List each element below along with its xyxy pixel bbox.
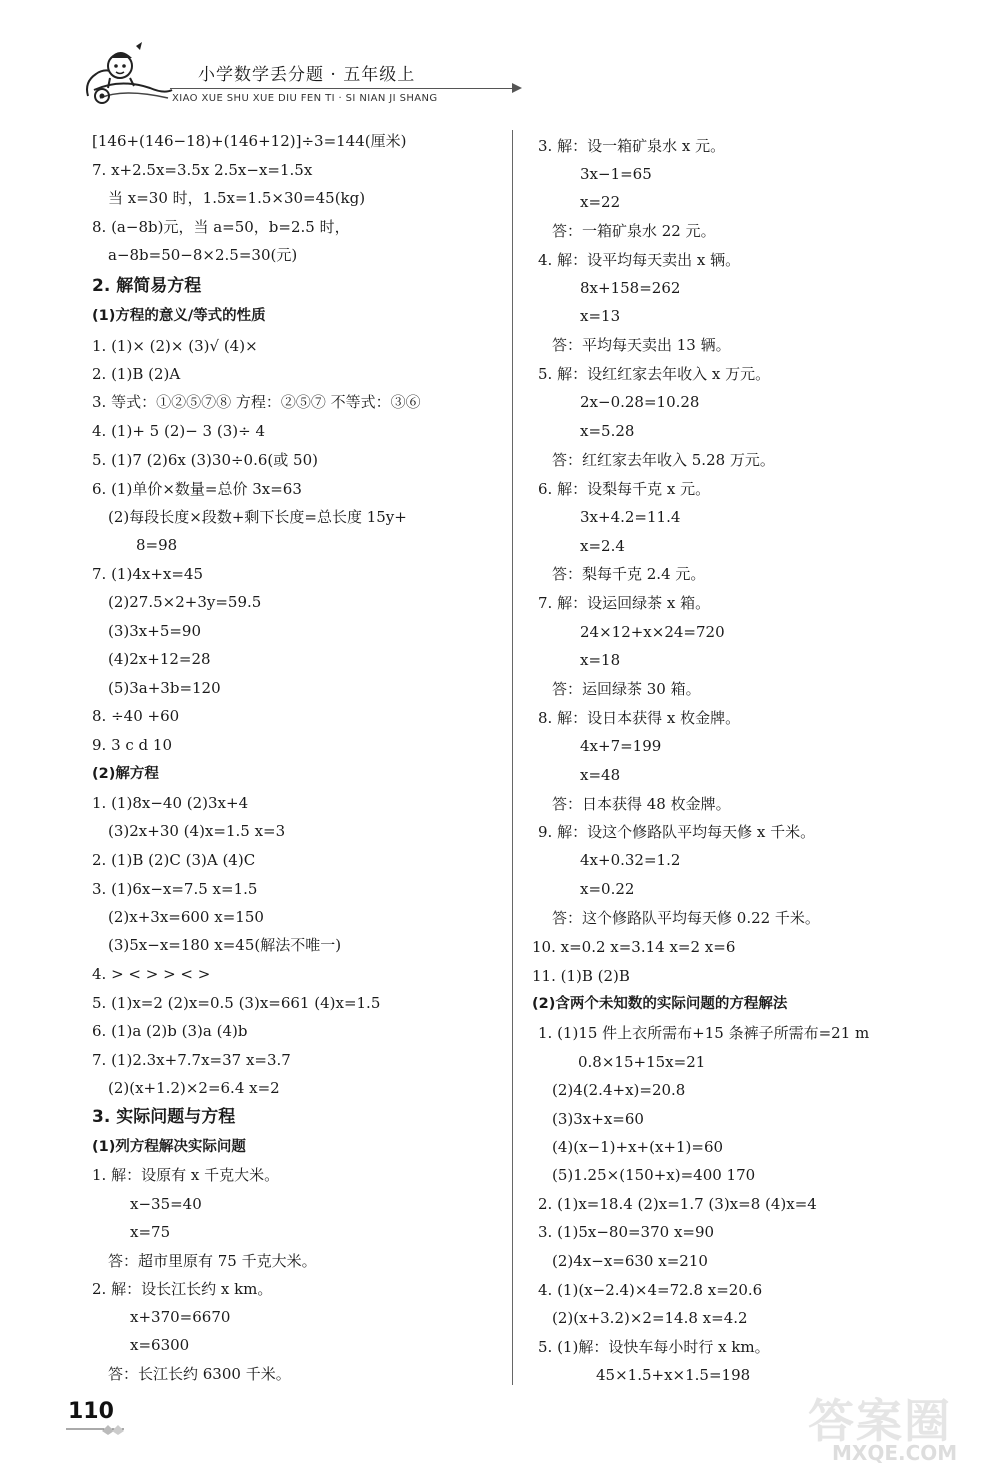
- right-column-line: 答：运回绿茶 30 箱。: [552, 680, 701, 698]
- right-column-line: (5)1.25×(150+x)=400 170: [552, 1166, 756, 1184]
- watermark: [790, 1385, 990, 1465]
- right-column-line: 1. (1)15 件上衣所需布+15 条裤子所需布=21 m: [538, 1024, 870, 1042]
- right-column-line: 答：这个修路队平均每天修 0.22 千米。: [552, 909, 820, 927]
- right-column-line: 45×1.5+x×1.5=198: [596, 1366, 751, 1384]
- right-column-line: 7. 解：设运回绿茶 x 箱。: [538, 594, 711, 612]
- right-column-line: (4)(x−1)+x+(x+1)=60: [552, 1138, 724, 1156]
- right-column-line: (2)4(2.4+x)=20.8: [552, 1081, 686, 1099]
- left-column-line: 1. (1)8x−40 (2)3x+4: [92, 794, 249, 812]
- left-column-line: 7. (1)4x+x=45: [92, 565, 204, 583]
- right-column-line: x=18: [580, 651, 621, 669]
- left-column-line: 7. (1)2.3x+7.7x=37 x=3.7: [92, 1051, 291, 1069]
- right-column-line: 4. 解：设平均每天卖出 x 辆。: [538, 251, 741, 269]
- right-column-line: 答：平均每天卖出 13 辆。: [552, 336, 731, 354]
- right-column-line: 4. (1)(x−2.4)×4=72.8 x=20.6: [538, 1281, 763, 1299]
- left-column-line: (3)5x−x=180 x=45(解法不唯一): [108, 936, 342, 954]
- left-column-line: 5. (1)x=2 (2)x=0.5 (3)x=661 (4)x=1.5: [92, 994, 381, 1012]
- left-column-line: (2)(x+1.2)×2=6.4 x=2: [108, 1079, 280, 1097]
- left-column-line: x+370=6670: [130, 1308, 231, 1326]
- left-column-heading: (1)列方程解决实际问题: [92, 1139, 246, 1155]
- left-column-line: x=6300: [130, 1336, 190, 1354]
- right-column-line: 答：红红家去年收入 5.28 万元。: [552, 451, 775, 469]
- left-column-heading: 3. 实际问题与方程: [92, 1107, 236, 1127]
- right-column-line: 3x+4.2=11.4: [580, 508, 681, 526]
- left-column-line: 8. ÷40 +60: [92, 707, 180, 725]
- right-column-line: 6. 解：设梨每千克 x 元。: [538, 480, 711, 498]
- right-column-line: x=13: [580, 307, 621, 325]
- left-column-line: x=75: [130, 1223, 171, 1241]
- right-column-line: 答：梨每千克 2.4 元。: [552, 565, 706, 583]
- right-column-line: (3)3x+x=60: [552, 1110, 644, 1128]
- right-column-line: 4x+0.32=1.2: [580, 851, 681, 869]
- right-column-line: 11. (1)B (2)B: [532, 967, 630, 985]
- right-column-line: 24×12+x×24=720: [580, 623, 725, 641]
- left-column-line: 2. (1)B (2)C (3)A (4)C: [92, 851, 256, 869]
- left-column-line: (2)27.5×2+3y=59.5: [108, 593, 262, 611]
- left-column-line: 3. 等式：①②⑤⑦⑧ 方程：②⑤⑦ 不等式：③⑥: [92, 393, 421, 411]
- left-column-line: 6. (1)单价×数量=总价 3x=63: [92, 480, 302, 498]
- right-column-line: 8. 解：设日本获得 x 枚金牌。: [538, 709, 741, 727]
- right-column-line: 0.8×15+15x=21: [578, 1053, 706, 1071]
- right-column-line: x=48: [580, 766, 621, 784]
- right-column-line: 4x+7=199: [580, 737, 662, 755]
- header-logo-icon: [80, 38, 176, 110]
- left-column-heading: (2)解方程: [92, 766, 159, 782]
- left-column-line: (3)3x+5=90: [108, 622, 202, 640]
- left-column-line: 当 x=30 时，1.5x=1.5×30=45(kg): [108, 189, 366, 207]
- right-column-line: x=0.22: [580, 880, 635, 898]
- right-column-line: 2. (1)x=18.4 (2)x=1.7 (3)x=8 (4)x=4: [538, 1195, 817, 1213]
- header-title: 小学数学丢分题 · 五年级上: [198, 65, 416, 85]
- left-column-line: 5. (1)7 (2)6x (3)30÷0.6(或 50): [92, 451, 318, 469]
- right-column-line: 3x−1=65: [580, 165, 652, 183]
- header-arrow-icon: [512, 83, 522, 93]
- left-column-heading: (1)方程的意义/等式的性质: [92, 308, 266, 324]
- left-column-line: 1. 解：设原有 x 千克大米。: [92, 1166, 280, 1184]
- watermark-logo: 答案圈: [808, 1394, 952, 1448]
- right-column-line: 5. (1)解：设快车每小时行 x km。: [538, 1338, 770, 1356]
- watermark-url: MXQE.COM: [832, 1441, 958, 1465]
- left-column-line: 4. > < > > < >: [92, 965, 211, 983]
- left-column-heading: 2. 解简易方程: [92, 276, 202, 296]
- left-column-line: 答：超市里原有 75 千克大米。: [108, 1252, 317, 1270]
- right-column-line: 3. (1)5x−80=370 x=90: [538, 1223, 715, 1241]
- right-column-heading: (2)含两个未知数的实际问题的方程解法: [532, 996, 788, 1012]
- right-column-line: 9. 解：设这个修路队平均每天修 x 千米。: [538, 823, 816, 841]
- left-column-line: 4. (1)+ 5 (2)− 3 (3)÷ 4: [92, 422, 265, 440]
- right-column-line: (2)4x−x=630 x=210: [552, 1252, 708, 1270]
- page-header: [80, 38, 520, 110]
- left-column-line: 2. (1)B (2)A: [92, 365, 181, 383]
- column-divider: [512, 130, 513, 1385]
- page-number-badge: [62, 1395, 128, 1435]
- right-column-line: 3. 解：设一箱矿泉水 x 元。: [538, 137, 726, 155]
- left-column-line: x−35=40: [130, 1195, 202, 1213]
- right-column-line: 5. 解：设红红家去年收入 x 万元。: [538, 365, 771, 383]
- left-column-line: 1. (1)× (2)× (3)√ (4)×: [92, 337, 258, 355]
- left-column-line: 6. (1)a (2)b (3)a (4)b: [92, 1022, 248, 1040]
- left-column-line: 3. (1)6x−x=7.5 x=1.5: [92, 880, 258, 898]
- right-column-line: x=2.4: [580, 537, 625, 555]
- right-column-line: x=5.28: [580, 422, 635, 440]
- left-column-line: [146+(146−18)+(146+12)]÷3=144(厘米): [92, 132, 407, 150]
- header-subtitle: XIAO XUE SHU XUE DIU FEN TI · SI NIAN JI SHANG: [172, 93, 438, 104]
- left-column-line: (5)3a+3b=120: [108, 679, 221, 697]
- left-column-line: 7. x+2.5x=3.5x 2.5x−x=1.5x: [92, 161, 313, 179]
- left-column-line: (2)每段长度×段数+剩下长度=总长度 15y+: [108, 508, 407, 526]
- right-column-line: x=22: [580, 193, 621, 211]
- left-column-line: (4)2x+12=28: [108, 650, 211, 668]
- header-rule: [170, 88, 520, 89]
- right-column-line: 答：日本获得 48 枚金牌。: [552, 795, 731, 813]
- left-column-line: (2)x+3x=600 x=150: [108, 908, 264, 926]
- left-column-line: 8. (a−8b)元，当 a=50，b=2.5 时，: [92, 218, 350, 236]
- right-column-line: 答：一箱矿泉水 22 元。: [552, 222, 716, 240]
- right-column-line: 10. x=0.2 x=3.14 x=2 x=6: [532, 938, 736, 956]
- left-column-line: 答：长江长约 6300 千米。: [108, 1365, 291, 1383]
- left-column-line: (3)2x+30 (4)x=1.5 x=3: [108, 822, 286, 840]
- right-column-line: (2)(x+3.2)×2=14.8 x=4.2: [552, 1309, 748, 1327]
- left-column-line: a−8b=50−8×2.5=30(元): [108, 246, 298, 264]
- left-column-line: 9. 3 c d 10: [92, 736, 173, 754]
- right-column-line: 8x+158=262: [580, 279, 681, 297]
- page-number: 110: [68, 1399, 114, 1424]
- left-column-line: 2. 解：设长江长约 x km。: [92, 1280, 273, 1298]
- left-column-line: 8=98: [136, 536, 178, 554]
- right-column-line: 2x−0.28=10.28: [580, 393, 700, 411]
